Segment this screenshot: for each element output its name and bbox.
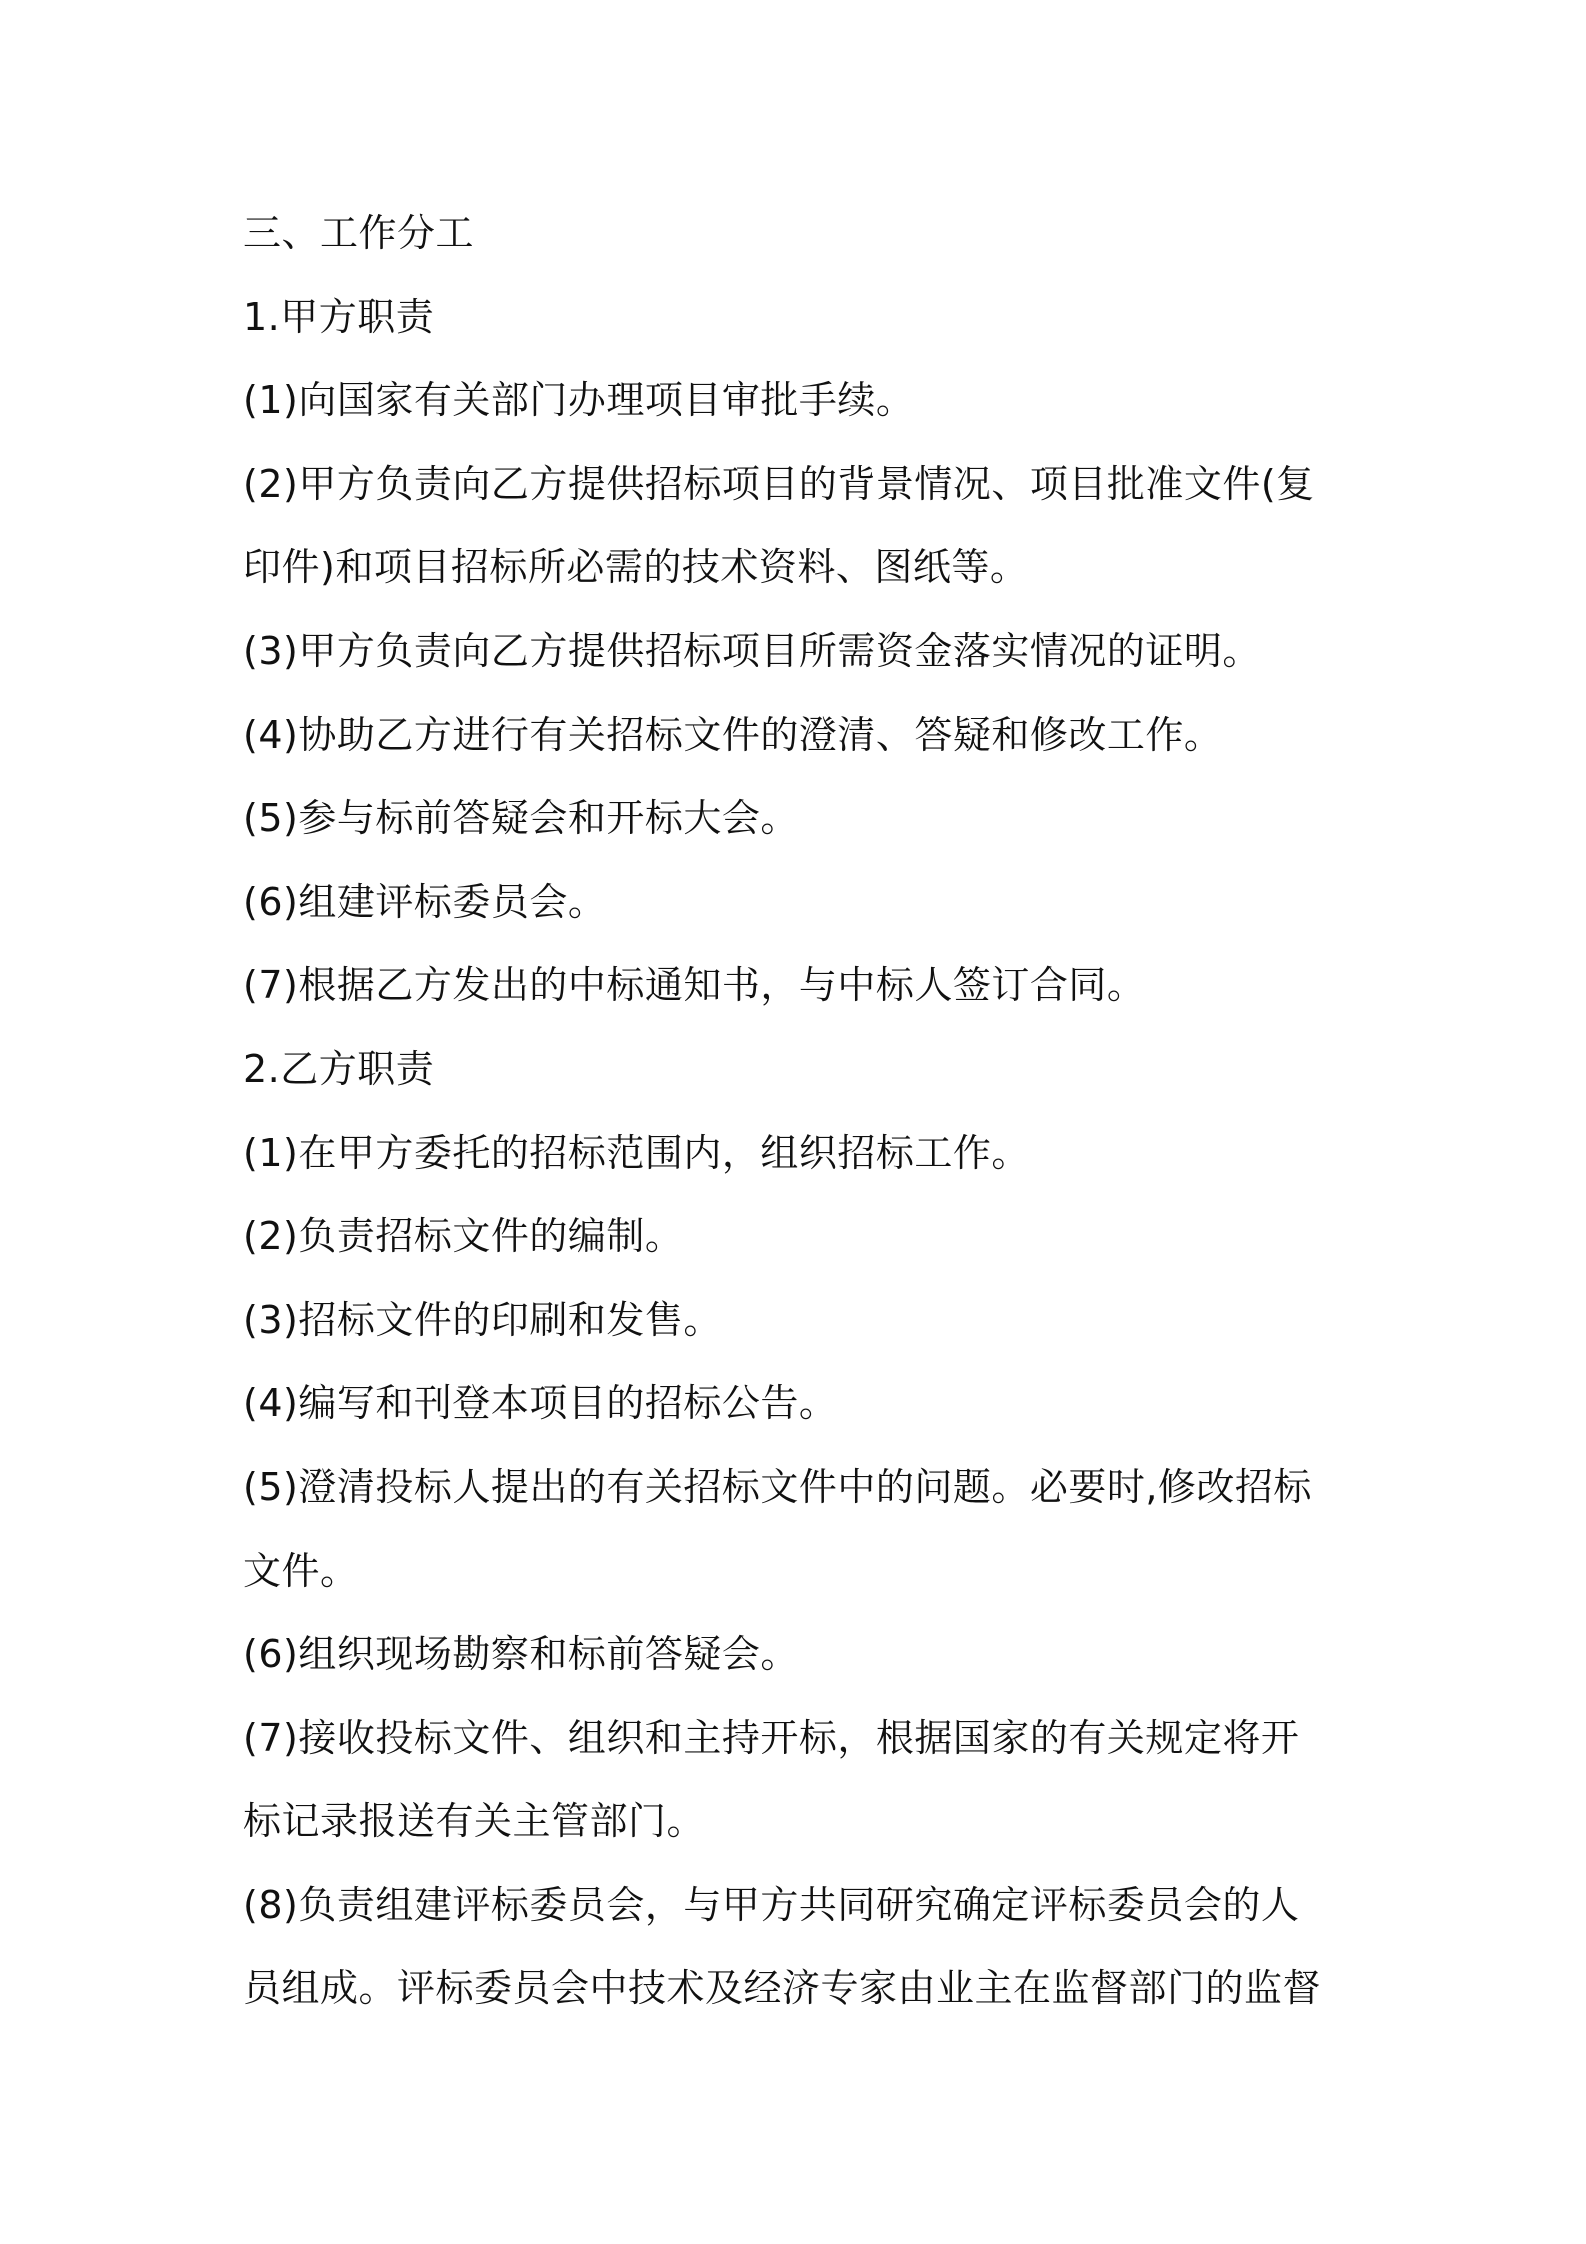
paragraph-line: (7)根据乙方发出的中标通知书，与中标人签订合同。 — [243, 963, 1146, 1008]
paragraph-line: (1)在甲方委托的招标范围内，组织招标工作。 — [243, 1130, 1030, 1175]
paragraph-line: (3)招标文件的印刷和发售。 — [243, 1297, 722, 1342]
paragraph-line: 文件。 — [243, 1548, 359, 1593]
paragraph-line: (7)接收投标文件、组织和主持开标，根据国家的有关规定将开 — [243, 1715, 1300, 1760]
paragraph-line: (2)负责招标文件的编制。 — [243, 1214, 684, 1259]
paragraph-line: (4)协助乙方进行有关招标文件的澄清、答疑和修改工作。 — [243, 712, 1223, 757]
paragraph-line: 标记录报送有关主管部门。 — [243, 1799, 706, 1844]
paragraph-line: (1)向国家有关部门办理项目审批手续。 — [243, 378, 915, 423]
paragraph-line: 员组成。评标委员会中技术及经济专家由业主在监督部门的监督 — [243, 1966, 1322, 2011]
section-heading: 三、工作分工 — [243, 211, 475, 255]
paragraph-line: (6)组织现场勘察和标前答疑会。 — [243, 1632, 799, 1677]
paragraph-line: (5)澄清投标人提出的有关招标文件中的问题。必要时,修改招标 — [243, 1464, 1312, 1509]
paragraph-line: (3)甲方负责向乙方提供招标项目所需资金落实情况的证明。 — [243, 628, 1261, 673]
paragraph-line: (6)组建评标委员会。 — [243, 879, 607, 924]
paragraph-line: (2)甲方负责向乙方提供招标项目的背景情况、项目批准文件(复 — [243, 461, 1315, 506]
document-body — [243, 192, 1353, 2031]
subsection-heading-party-b: 2.乙方职责 — [243, 1046, 435, 1091]
paragraph-line: (8)负责组建评标委员会，与甲方共同研究确定评标委员会的人 — [243, 1882, 1300, 1927]
subsection-heading-party-a: 1.甲方职责 — [243, 294, 435, 339]
paragraph-line: (4)编写和刊登本项目的招标公告。 — [243, 1381, 838, 1426]
paragraph-line: (5)参与标前答疑会和开标大会。 — [243, 796, 799, 841]
paragraph-line: 印件)和项目招标所必需的技术资料、图纸等。 — [243, 545, 1029, 590]
